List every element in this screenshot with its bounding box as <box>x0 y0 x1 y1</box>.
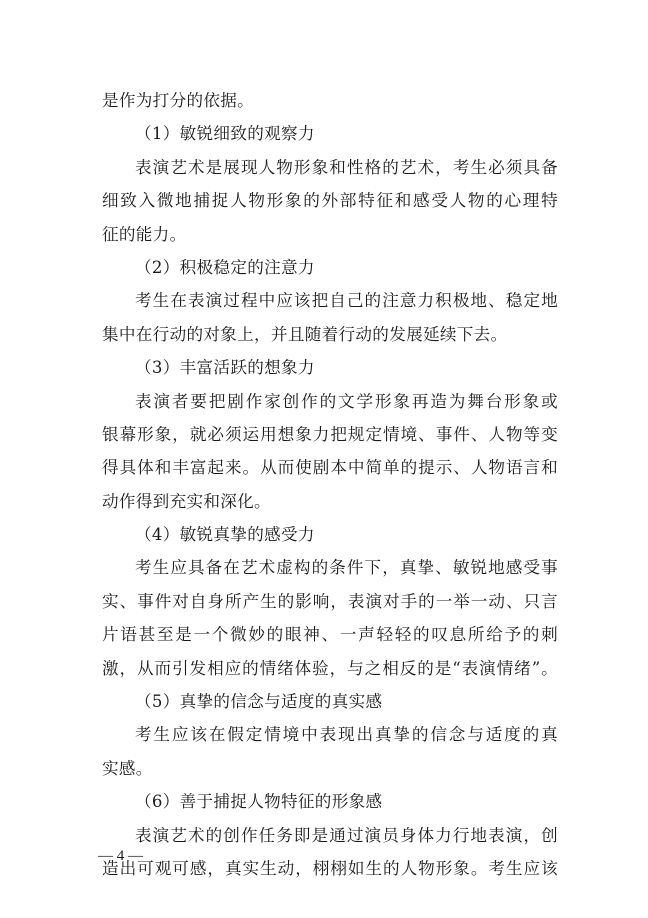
text-line: 考生在表演过程中应该把自己的注意力积极地、稳定地 <box>135 291 558 311</box>
text-line: 表演艺术是展现人物形象和性格的艺术，考生必须具备 <box>135 157 558 177</box>
text-line: 表演者要把剧作家创作的文学形象再造为舞台形象或 <box>135 391 558 411</box>
text-line: 集中在行动的对象上，并且随着行动的发展延续下去。 <box>102 324 508 344</box>
section-heading: （1）敏锐细致的观察力 <box>135 124 315 144</box>
text-line: 征的能力。 <box>102 224 187 244</box>
text-line: 考生应该在假定情境中表现出真挚的信念与适度的真 <box>135 725 558 745</box>
section-heading: （4）敏锐真挚的感受力 <box>135 525 315 545</box>
section-heading: （6）善于捕捉人物特征的形象感 <box>135 792 383 812</box>
section-heading: （5）真挚的信念与适度的真实感 <box>135 692 383 712</box>
text-line: 片语甚至是一个微妙的眼神、一声轻轻的叹息所给予的刺 <box>102 625 558 645</box>
text-line: 实感。 <box>102 758 153 778</box>
document-body <box>102 84 558 885</box>
text-line: 表演艺术的创作任务即是通过演员身体力行地表演，创 <box>135 825 558 845</box>
section-heading: （2）积极稳定的注意力 <box>135 257 315 277</box>
text-line: 银幕形象，就必须运用想象力把规定情境、事件、人物等变 <box>102 424 558 444</box>
text-line: 细致入微地捕捉人物形象的外部特征和感受人物的心理特 <box>102 191 558 211</box>
text-line: 是作为打分的依据。 <box>102 91 255 110</box>
text-line: 动作得到充实和深化。 <box>102 491 271 511</box>
text-line: 实、事件对自身所产生的影响，表演对手的一举一动、只言 <box>102 591 558 611</box>
text-line: 得具体和丰富起来。从而使剧本中简单的提示、人物语言和 <box>102 458 558 478</box>
text-line: 造出可观可感，真实生动，栩栩如生的人物形象。考生应该 <box>102 858 558 878</box>
page-number: — 4 — <box>98 848 143 864</box>
section-heading: （3）丰富活跃的想象力 <box>135 358 315 378</box>
text-line: 考生应具备在艺术虚构的条件下，真挚、敏锐地感受事 <box>135 558 558 578</box>
text-line: 激，从而引发相应的情绪体验，与之相反的是“表演情绪”。 <box>102 658 558 678</box>
